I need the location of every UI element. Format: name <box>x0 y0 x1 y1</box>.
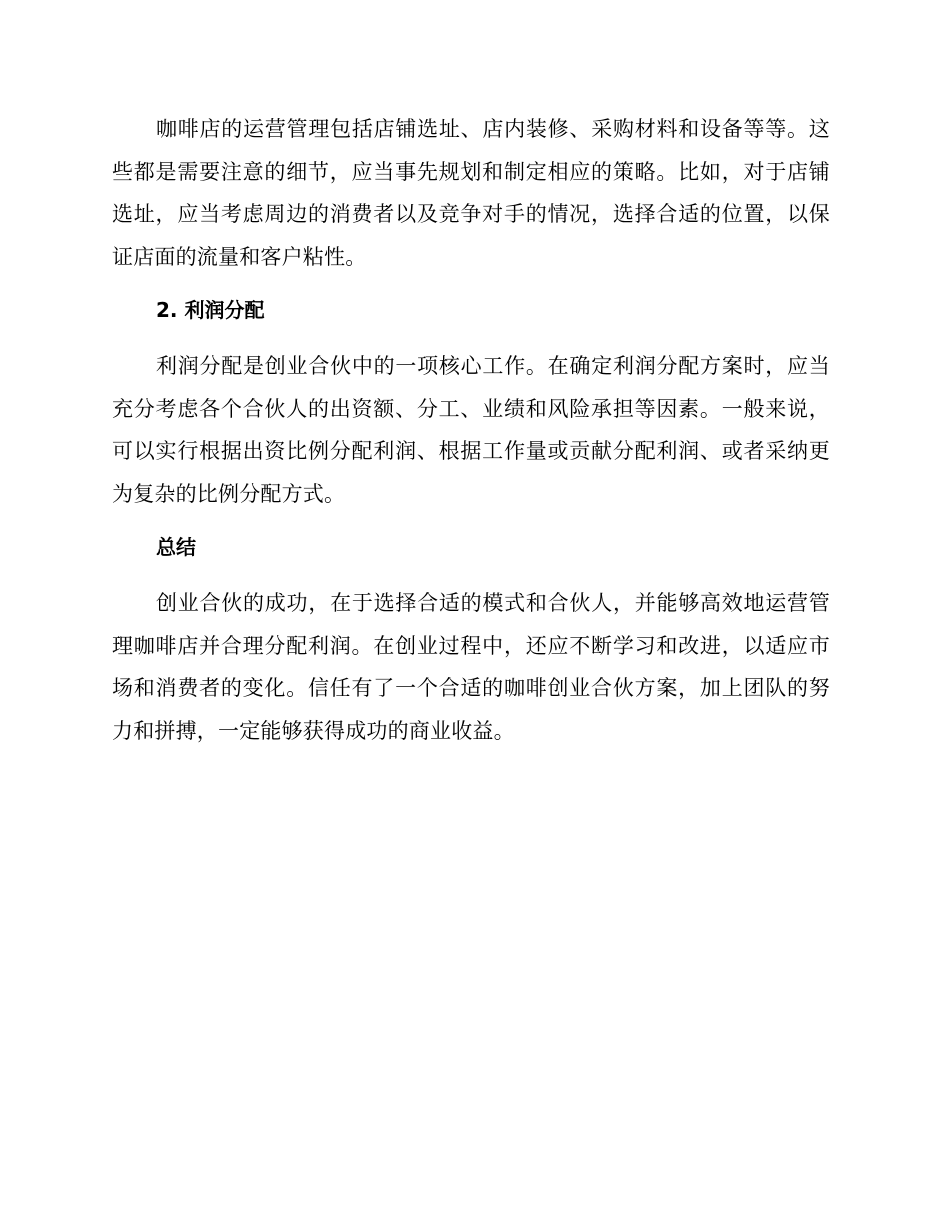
section-heading-summary: 总结 <box>156 535 196 559</box>
section-heading-profit-distribution: 2. 利润分配 <box>156 298 265 322</box>
paragraph-summary: 创业合伙的成功，在于选择合适的模式和合伙人，并能够高效地运营管理咖啡店并合理分配利润。在创业过程中，还应不断学习和改进，以适应市场和消费者的变化。信任有了一个合适的咖啡创业合伙方案，加上团队的努力和拼搏，一定能够获得成功的商业收益。 <box>112 591 830 743</box>
document-page <box>112 108 830 752</box>
paragraph-profit-distribution: 利润分配是创业合伙中的一项核心工作。在确定利润分配方案时，应当充分考虑各个合伙人的出资额、分工、业绩和风险承担等因素。一般来说，可以实行根据出资比例分配利润、根据工作量或贡献分配利润、或者采纳更为复杂的比例分配方式。 <box>112 354 830 506</box>
paragraph-operations: 咖啡店的运营管理包括店铺选址、店内装修、采购材料和设备等等。这些都是需要注意的细节，应当事先规划和制定相应的策略。比如，对于店铺选址，应当考虑周边的消费者以及竞争对手的情况，选择合适的位置，以保证店面的流量和客户粘性。 <box>112 117 830 269</box>
